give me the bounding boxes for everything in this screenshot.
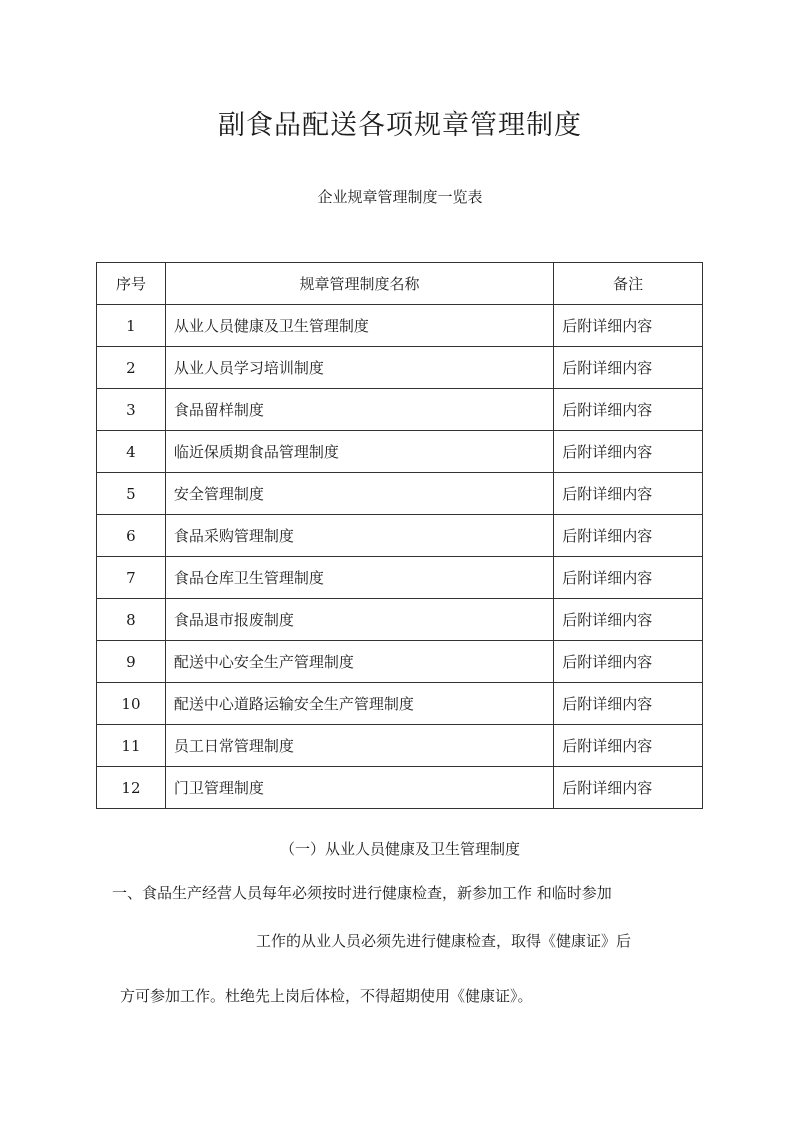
row-note: 后附详细内容 (554, 641, 703, 683)
row-name: 安全管理制度 (165, 473, 553, 515)
row-name: 食品留样制度 (165, 389, 553, 431)
table-row (97, 305, 703, 347)
regulations-table (96, 262, 703, 809)
table-title: 企业规章管理制度一览表 (317, 188, 483, 206)
header-name: 规章管理制度名称 (165, 263, 553, 305)
table-row (97, 431, 703, 473)
row-note: 后附详细内容 (554, 389, 703, 431)
row-note: 后附详细内容 (554, 683, 703, 725)
row-note: 后附详细内容 (554, 305, 703, 347)
table-row (97, 725, 703, 767)
paragraph-line-1: 一、食品生产经营人员每年必须按时进行健康检查，新参加工作 和临时参加 (112, 884, 612, 902)
header-number: 序号 (97, 263, 166, 305)
table-row (97, 767, 703, 809)
row-note: 后附详细内容 (554, 599, 703, 641)
table-row (97, 347, 703, 389)
table-header-row (97, 263, 703, 305)
row-number: 5 (97, 473, 166, 515)
document-title: 副食品配送各项规章管理制度 (218, 110, 582, 141)
table-row (97, 557, 703, 599)
row-number: 12 (97, 767, 166, 809)
row-number: 1 (97, 305, 166, 347)
paragraph-line-3: 方可参加工作。杜绝先上岗后体检，不得超期使用《健康证》。 (120, 987, 533, 1005)
table-row (97, 641, 703, 683)
row-note: 后附详细内容 (554, 725, 703, 767)
row-number: 2 (97, 347, 166, 389)
row-name: 从业人员健康及卫生管理制度 (165, 305, 553, 347)
row-note: 后附详细内容 (554, 767, 703, 809)
row-name: 食品退市报废制度 (165, 599, 553, 641)
row-name: 食品仓库卫生管理制度 (165, 557, 553, 599)
table-row (97, 389, 703, 431)
table-row (97, 683, 703, 725)
table-row (97, 473, 703, 515)
row-name: 门卫管理制度 (165, 767, 553, 809)
row-name: 配送中心安全生产管理制度 (165, 641, 553, 683)
row-note: 后附详细内容 (554, 557, 703, 599)
section-heading: （一）从业人员健康及卫生管理制度 (279, 840, 520, 858)
paragraph-line-2: 工作的从业人员必须先进行健康检查，取得《健康证》后 (256, 932, 632, 950)
row-note: 后附详细内容 (554, 347, 703, 389)
row-note: 后附详细内容 (554, 473, 703, 515)
row-number: 8 (97, 599, 166, 641)
row-name: 员工日常管理制度 (165, 725, 553, 767)
table-row (97, 599, 703, 641)
row-number: 4 (97, 431, 166, 473)
row-number: 11 (97, 725, 166, 767)
row-name: 临近保质期食品管理制度 (165, 431, 553, 473)
row-number: 6 (97, 515, 166, 557)
table-row (97, 515, 703, 557)
row-number: 7 (97, 557, 166, 599)
row-name: 从业人员学习培训制度 (165, 347, 553, 389)
row-number: 9 (97, 641, 166, 683)
row-name: 食品采购管理制度 (165, 515, 553, 557)
row-name: 配送中心道路运输安全生产管理制度 (165, 683, 553, 725)
row-number: 3 (97, 389, 166, 431)
header-note: 备注 (554, 263, 703, 305)
row-note: 后附详细内容 (554, 515, 703, 557)
row-number: 10 (97, 683, 166, 725)
row-note: 后附详细内容 (554, 431, 703, 473)
